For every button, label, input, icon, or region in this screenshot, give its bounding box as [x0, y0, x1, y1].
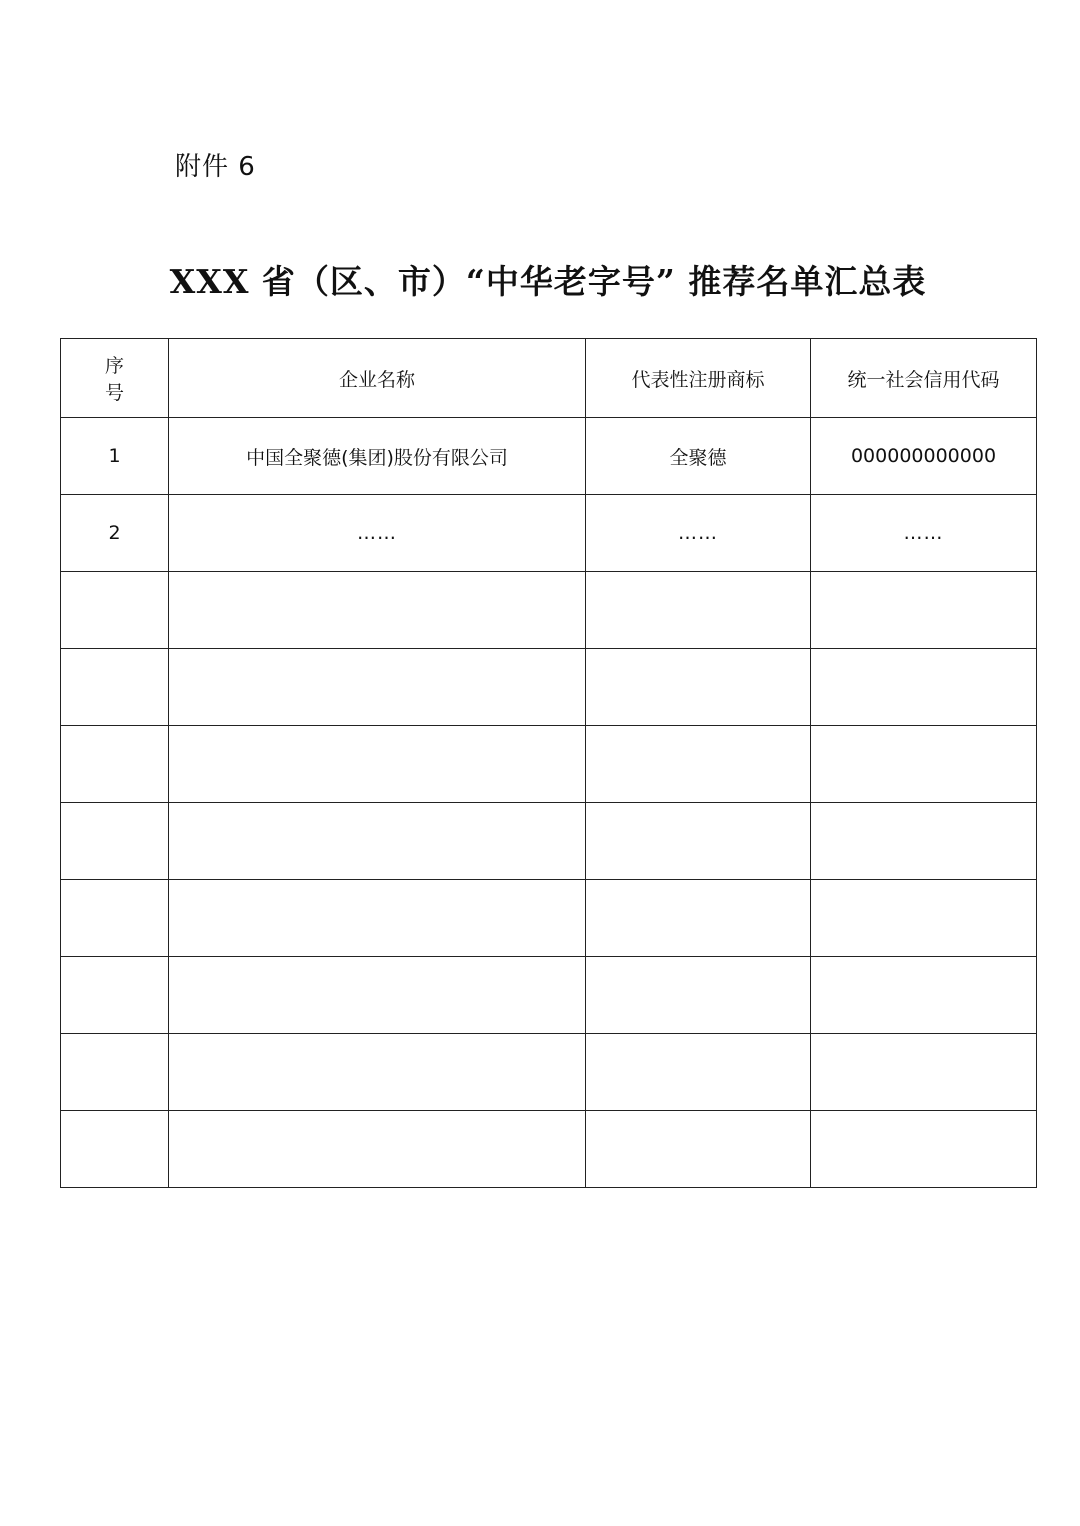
cell-index — [61, 1111, 169, 1188]
cell-index — [61, 649, 169, 726]
cell-enterprise-name: 中国全聚德(集团)股份有限公司 — [169, 418, 586, 495]
header-credit-code: 统一社会信用代码 — [811, 339, 1037, 418]
cell-trademark: 全聚德 — [586, 418, 811, 495]
header-enterprise-name: 企业名称 — [169, 339, 586, 418]
cell-index — [61, 1034, 169, 1111]
cell-credit-code — [811, 1111, 1037, 1188]
cell-enterprise-name — [169, 1111, 586, 1188]
table-row — [61, 880, 1037, 957]
cell-credit-code — [811, 726, 1037, 803]
cell-index — [61, 726, 169, 803]
cell-credit-code: …… — [811, 495, 1037, 572]
cell-credit-code — [811, 1034, 1037, 1111]
cell-enterprise-name — [169, 957, 586, 1034]
table-row — [61, 1034, 1037, 1111]
header-trademark: 代表性注册商标 — [586, 339, 811, 418]
cell-credit-code — [811, 572, 1037, 649]
cell-trademark — [586, 957, 811, 1034]
cell-enterprise-name — [169, 880, 586, 957]
cell-enterprise-name — [169, 572, 586, 649]
header-index: 序 号 — [61, 339, 169, 418]
cell-trademark — [586, 649, 811, 726]
table-row — [61, 1111, 1037, 1188]
table-row — [61, 572, 1037, 649]
cell-enterprise-name — [169, 726, 586, 803]
cell-index — [61, 880, 169, 957]
cell-enterprise-name — [169, 1034, 586, 1111]
cell-index: 1 — [61, 418, 169, 495]
cell-enterprise-name — [169, 803, 586, 880]
table-row — [61, 726, 1037, 803]
cell-trademark — [586, 1034, 811, 1111]
table-header-row — [61, 339, 1037, 418]
cell-credit-code — [811, 803, 1037, 880]
cell-credit-code — [811, 649, 1037, 726]
cell-index: 2 — [61, 495, 169, 572]
cell-trademark — [586, 726, 811, 803]
cell-trademark — [586, 1111, 811, 1188]
table-row — [61, 649, 1037, 726]
cell-trademark — [586, 572, 811, 649]
cell-index — [61, 572, 169, 649]
cell-trademark — [586, 803, 811, 880]
cell-index — [61, 803, 169, 880]
cell-index — [61, 957, 169, 1034]
cell-credit-code — [811, 880, 1037, 957]
recommendation-summary-table — [60, 338, 1037, 1188]
cell-enterprise-name — [169, 649, 586, 726]
attachment-label: 附件 6 — [175, 152, 256, 182]
table-row — [61, 957, 1037, 1034]
document-title: XXX 省（区、市）“中华老字号” 推荐名单汇总表 — [169, 262, 927, 301]
table-row — [61, 418, 1037, 495]
table-row — [61, 495, 1037, 572]
table-row — [61, 803, 1037, 880]
cell-trademark: …… — [586, 495, 811, 572]
cell-credit-code — [811, 957, 1037, 1034]
cell-enterprise-name: …… — [169, 495, 586, 572]
cell-trademark — [586, 880, 811, 957]
cell-credit-code: 000000000000 — [811, 418, 1037, 495]
